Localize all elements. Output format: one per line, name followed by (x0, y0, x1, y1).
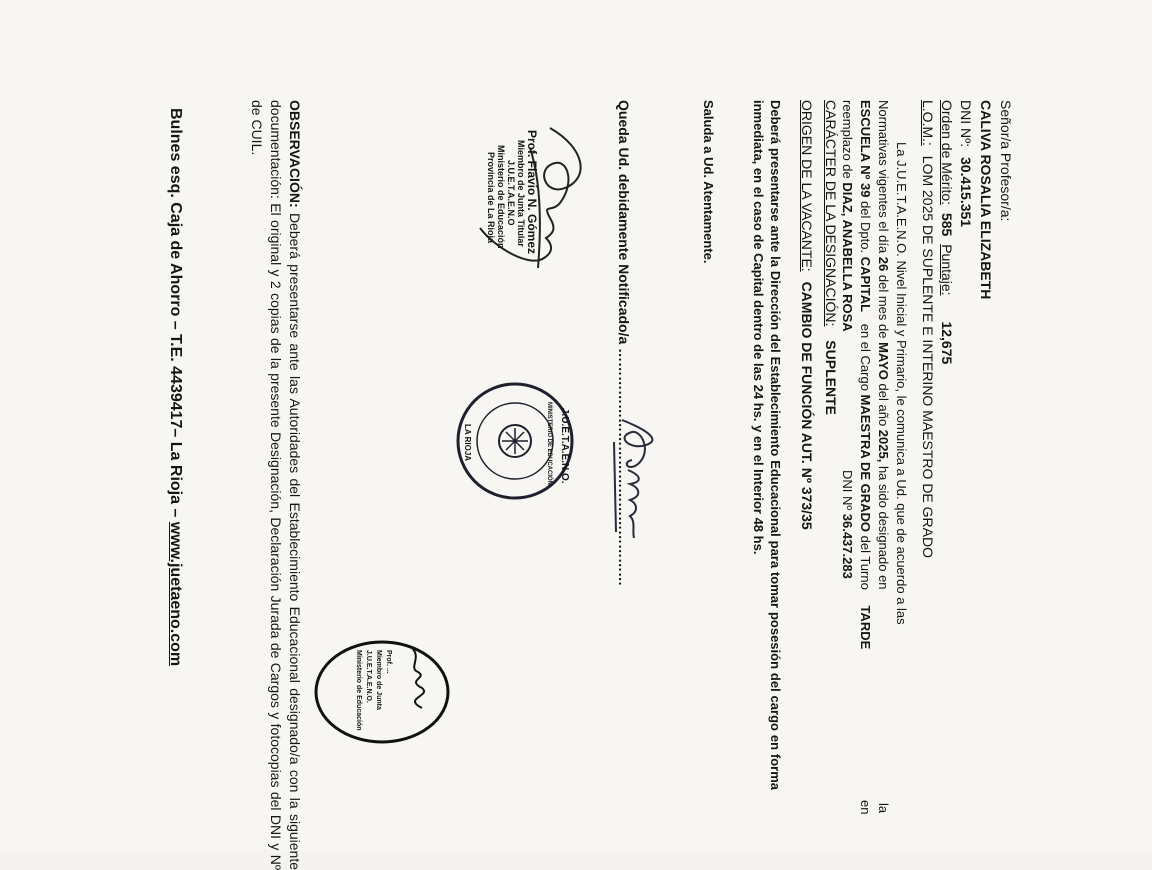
notificado-text: Queda Ud. debidamente Notificado/a …………………………………………… (616, 100, 632, 587)
text-segment: del año (876, 379, 891, 430)
right-stamp-line-2: Miembro de Junta (375, 650, 382, 710)
paragraph-line-4 (839, 100, 855, 332)
caracter-label: CARÁCTER DE LA DESIGNACIÓN: (823, 100, 839, 327)
text-segment: DNI Nº (840, 470, 855, 514)
school-value: ESCUELA Nº 39 (858, 100, 873, 198)
cargo-value: MAESTRA DE GRADO (858, 394, 873, 533)
reemplazo-value: DIAZ, ANABELLA ROSA (840, 182, 855, 332)
right-signature (312, 618, 452, 768)
seal-inner-text: MINISTERIO DE EDUCACIÓN (546, 402, 552, 486)
paragraph-line-1: La J.U.E.T.A.E.N.O. Nivel Inicial y Primario, le comunica a Ud. que de acuerdo a las (894, 142, 909, 625)
paragraph-line-3 (857, 100, 873, 649)
juetaeno-seal (454, 380, 576, 502)
dpto-value: CAPITAL (858, 256, 873, 313)
dni-line (958, 100, 974, 227)
dni-reemplazo-value: 36.437.283 (840, 513, 855, 579)
right-stamp-line-4: Ministerio de Educación (355, 650, 362, 731)
puntaje-value: 12,675 (939, 321, 955, 365)
signature-line-3: Ministerio de Educación (496, 145, 506, 249)
orden-value: 585 (939, 212, 955, 237)
lom-value: LOM 2025 DE SUPLENTE E INTERINO MAESTRO DE GRADO (920, 155, 936, 558)
origen-value: CAMBIO DE FUNCIÓN AUT. Nº 373/35 (799, 281, 815, 530)
puntaje-label: Puntaje: (939, 244, 955, 296)
seal-top-text: J.U.E.T.A.E.N.O. (559, 408, 570, 484)
text-segment: en (858, 800, 873, 815)
dni-label: DNI Nº: (958, 100, 974, 148)
signature-name: Prof. Flavio N. Gómez (525, 130, 539, 255)
footer (166, 108, 184, 666)
right-stamp-line-3: J.U.E.T.A.E.N.O. (365, 650, 372, 703)
paragraph-line-2 (875, 100, 891, 590)
observacion-block (247, 100, 304, 870)
text-segment: Normativas vigentes el día (876, 100, 891, 257)
lom-label: L.O.M.: (920, 100, 936, 146)
saluda-text: Saluda a Ud. Atentamente. (701, 100, 716, 264)
footer-address: Bulnes esq. Caja de Ahorro – T.E. 4439417– La Rioja – (167, 108, 184, 522)
orden-label: Orden de Mérito: (939, 100, 955, 206)
text-segment: reemplazo de (840, 100, 855, 183)
caracter-value: SUPLENTE (823, 340, 839, 415)
turno-value: TARDE (858, 605, 873, 650)
origen-label: ORIGEN DE LA VACANTE: (799, 100, 815, 272)
dni-value: 30.415.351 (958, 157, 974, 228)
text-segment: del Turno (858, 532, 873, 594)
text-segment: la (876, 803, 891, 814)
dni-reemplazo-line (839, 470, 855, 579)
text-segment: ha sido designado en (876, 462, 891, 590)
month-value: MAYO (876, 342, 891, 380)
signature-line-4: Provincia de La Rioja (486, 152, 496, 244)
day-value: 26 (876, 256, 891, 272)
footer-website[interactable]: www.juetaeno.com (167, 521, 184, 667)
teacher-name: CALIVA ROSALIA ELIZABETH (978, 100, 994, 300)
orden-line (939, 100, 955, 364)
signature-line-2: J.U.E.T.A.E.N.O (506, 160, 516, 226)
observacion-label: OBSERVACIÓN: (287, 100, 303, 208)
seal-bottom-text: LA RIOJA (463, 424, 472, 462)
right-stamp-line-1: Prof. ... (385, 650, 392, 674)
lom-line (920, 100, 936, 558)
text-segment: en el Cargo (858, 320, 873, 395)
year-value: 2025, (876, 429, 891, 463)
salutation: Señor/a Profesor/a: (998, 100, 1014, 222)
caracter-line (823, 100, 839, 415)
signature-line-1: Miembro de Junta Titular (516, 140, 526, 247)
observacion-text: Deberá presentarse ante las Autoridades del Establecimiento Educacional designado/a con la siguiente documentación: El original y 2 copias de la presente Designación, Declaración Jurada de Cargos y fotocopias del DNI y Nº de CUIL. (249, 100, 303, 870)
text-segment: del mes de (876, 271, 891, 343)
origen-line (799, 100, 815, 530)
recipient-signature (602, 412, 672, 562)
instruction-text: Deberá presentarse ante la Dirección del Establecimiento Educacional para tomar posesión del cargo en forma inmediata, en el caso de Capital dentro de las 24 hs. y en el Interior 48 hs. (751, 100, 783, 790)
text-segment: del Dpto. (858, 197, 873, 257)
